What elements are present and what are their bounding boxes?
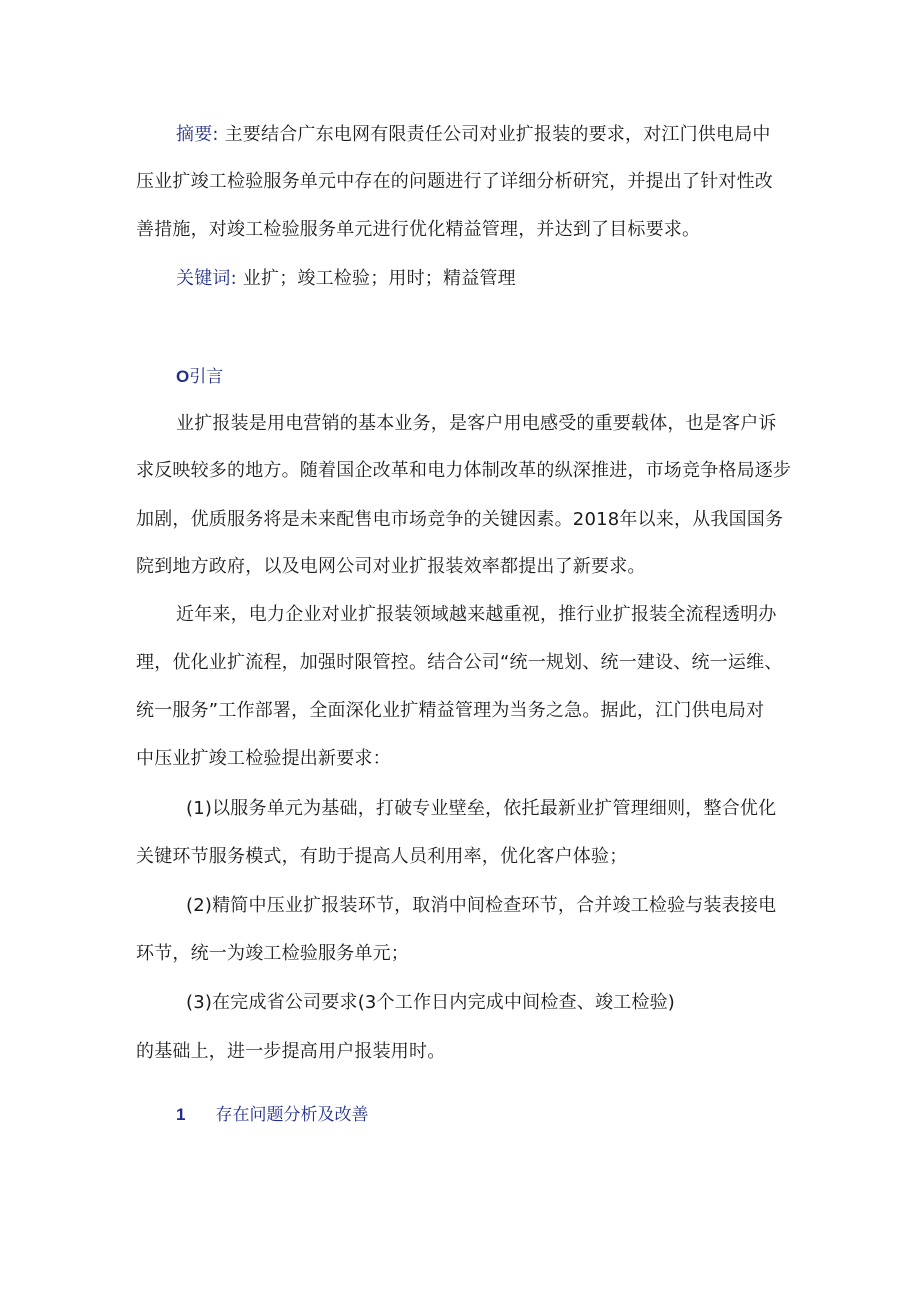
keywords-line [176,268,836,290]
list-item-1-number: (1) [186,798,213,819]
list-item-3-number: (3) [186,992,213,1013]
abstract-line-3: 善措施，对竣工检验服务单元进行优化精益管理，并达到了目标要求。 [136,219,701,240]
intro-p2-line-3: 统一服务”工作部署，全面深化业扩精益管理为当务之急。据此，江门供电局对 [136,700,765,721]
intro-p2-line-4: 中压业扩竣工检验提出新要求： [136,748,391,769]
section-0-number: O [176,367,190,386]
list-item-3-text: 在完成省公司要求(3个工作日内完成中间检查、竣工检验) [212,992,676,1013]
section-1-heading [176,1104,368,1126]
list-item-2-text: 精简中压业扩报装环节，取消中间检查环节，合并竣工检验与装表接电 [212,895,777,916]
keywords-label: 关键词 [176,268,231,289]
keywords-text: 业扩；竣工检验；用时；精益管理 [242,268,516,289]
list-item-3-line-2: 的基础上，进一步提高用户报装用时。 [136,1041,446,1062]
intro-p1-line-2: 求反映较多的地方。随着国企改革和电力体制改革的纵深推进，市场竞争格局逐步 [136,460,792,481]
intro-p2-line-2: 理，优化业扩流程，加强时限管控。结合公司“统一规划、统一建设、统一运维、 [136,652,783,673]
abstract-line-2: 压业扩竣工检验服务单元中存在的问题进行了详细分析研究，并提出了针对性改 [136,171,773,192]
abstract-separator: : [212,124,219,145]
abstract-line-1 [176,124,796,146]
list-item-2-number: (2) [186,895,213,916]
intro-p2-line-1: 近年来，电力企业对业扩报装领域越来越重视，推行业扩报装全流程透明办 [176,604,777,625]
keywords-separator: : [230,268,237,289]
list-item-1-text: 以服务单元为基础，打破专业壁垒，依托最新业扩管理细则，整合优化 [212,798,777,819]
abstract-label: 摘要 [176,124,213,145]
section-1-number: 1 [176,1105,186,1124]
list-item-2-line-1 [186,895,796,917]
intro-p1-line-1: 业扩报装是用电营销的基本业务，是客户用电感受的重要载体，也是客户诉 [176,413,777,434]
list-item-1-line-2: 关键环节服务模式，有助于提高人员利用率，优化客户体验； [136,846,628,867]
section-0-title: 引言 [189,367,224,387]
abstract-text-1: 主要结合广东电网有限责任公司对业扩报装的要求，对江门供电局中 [224,124,771,145]
section-1-title: 存在问题分析及改善 [215,1105,369,1125]
list-item-1-line-1 [186,798,796,820]
intro-p1-line-4: 院到地方政府，以及电网公司对业扩报装效率都提出了新要求。 [136,556,646,577]
section-0-heading [176,366,223,388]
list-item-3-line-1 [186,992,796,1014]
list-item-2-line-2: 环节，统一为竣工检验服务单元； [136,943,409,964]
intro-p1-line-3: 加剧，优质服务将是未来配售电市场竞争的关键因素。2018年以来，从我国国务 [136,509,784,530]
